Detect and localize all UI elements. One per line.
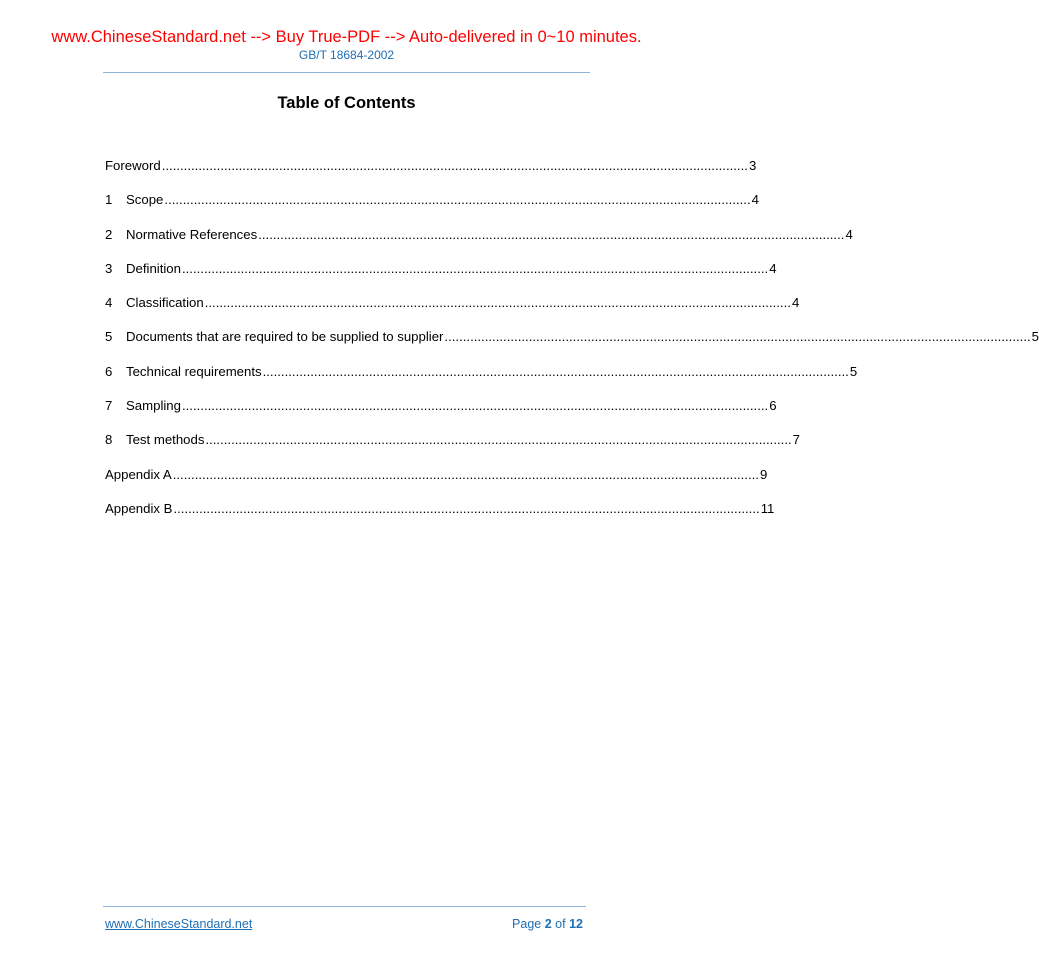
toc-entry-scope[interactable] (105, 189, 759, 223)
toc-leader-dots: ................................................................................................................................................................ (181, 398, 769, 414)
toc-entry-number: 8 (105, 432, 113, 448)
toc-entry-number: 6 (105, 363, 113, 379)
toc-entry-label: Normative References (126, 226, 258, 242)
toc-entry-label: Scope (126, 192, 164, 208)
promo-banner: www.ChineseStandard.net --> Buy True-PDF --> Auto-delivered in 0~10 minutes. (51, 28, 642, 46)
toc-entry-page: 3 (748, 158, 757, 173)
footer-divider (103, 906, 586, 907)
toc-entry-number: 5 (105, 329, 113, 345)
toc-entry-number: 2 (105, 226, 113, 242)
toc-entry-normative-references[interactable] (105, 224, 853, 258)
toc-entry-label: Definition (126, 260, 181, 276)
toc-leader-dots: ................................................................................................................................................................ (204, 295, 791, 311)
page-of: of (555, 917, 566, 931)
toc-list (105, 155, 1039, 532)
toc-entry-page: 5 (849, 363, 858, 379)
toc-entry-page: 9 (759, 466, 768, 482)
toc-entry-label: Foreword (105, 158, 161, 173)
toc-entry-number: 4 (105, 295, 113, 311)
page-indicator (512, 916, 583, 932)
toc-entry-page: 4 (845, 226, 853, 242)
toc-entry-test-methods[interactable] (105, 429, 801, 463)
toc-entry-page: 6 (769, 398, 777, 414)
toc-leader-dots: ................................................................................................................................................................ (262, 363, 849, 379)
toc-leader-dots: ................................................................................................................................................................ (258, 226, 845, 242)
toc-entry-page: 11 (760, 500, 775, 516)
toc-entry-number: 1 (105, 192, 113, 208)
toc-entry-label: Technical requirements (126, 363, 262, 379)
toc-leader-dots: ................................................................................................................................................................ (444, 329, 1031, 345)
toc-entry-page: 4 (751, 192, 759, 208)
toc-entry-page: 7 (792, 432, 801, 448)
toc-entry-page: 4 (791, 295, 800, 311)
toc-entry-label: Sampling (126, 398, 181, 414)
header-divider (103, 72, 590, 73)
toc-entry-page: 4 (769, 260, 777, 276)
toc-title: Table of Contents (277, 94, 416, 112)
toc-entry-page: 5 (1031, 329, 1039, 345)
toc-entry-sampling[interactable] (105, 395, 777, 429)
toc-entry-foreword[interactable] (105, 155, 757, 189)
toc-entry-number: 3 (105, 260, 113, 276)
toc-entry-number: 7 (105, 398, 113, 414)
toc-entry-appendix-a[interactable] (105, 464, 768, 498)
toc-leader-dots: ................................................................................................................................................................ (164, 192, 751, 208)
toc-entry-label: Appendix B (105, 500, 173, 516)
standard-number: GB/T 18684-2002 (298, 48, 395, 62)
footer-site-link[interactable]: www.ChineseStandard.net (105, 917, 253, 931)
toc-entry-label: Documents that are required to be supplied to supplier (126, 329, 444, 345)
page-prefix: Page (512, 917, 542, 931)
toc-entry-label: Appendix A (105, 466, 172, 482)
toc-entry-technical-requirements[interactable] (105, 361, 858, 395)
toc-entry-appendix-b[interactable] (105, 498, 775, 532)
toc-leader-dots: ................................................................................................................................................................ (172, 466, 759, 482)
toc-entry-label: Test methods (126, 432, 205, 448)
toc-entry-definition[interactable] (105, 258, 777, 292)
toc-leader-dots: ................................................................................................................................................................ (173, 500, 760, 516)
toc-leader-dots: ................................................................................................................................................................ (205, 432, 792, 448)
toc-entry-documents-required[interactable] (105, 326, 1039, 360)
toc-entry-classification[interactable] (105, 292, 800, 326)
page-total: 12 (569, 917, 583, 931)
toc-leader-dots: ................................................................................................................................................................ (181, 260, 769, 276)
toc-entry-label: Classification (126, 295, 204, 311)
toc-leader-dots: ................................................................................................................................................................ (161, 158, 748, 173)
page-current: 2 (544, 917, 552, 931)
